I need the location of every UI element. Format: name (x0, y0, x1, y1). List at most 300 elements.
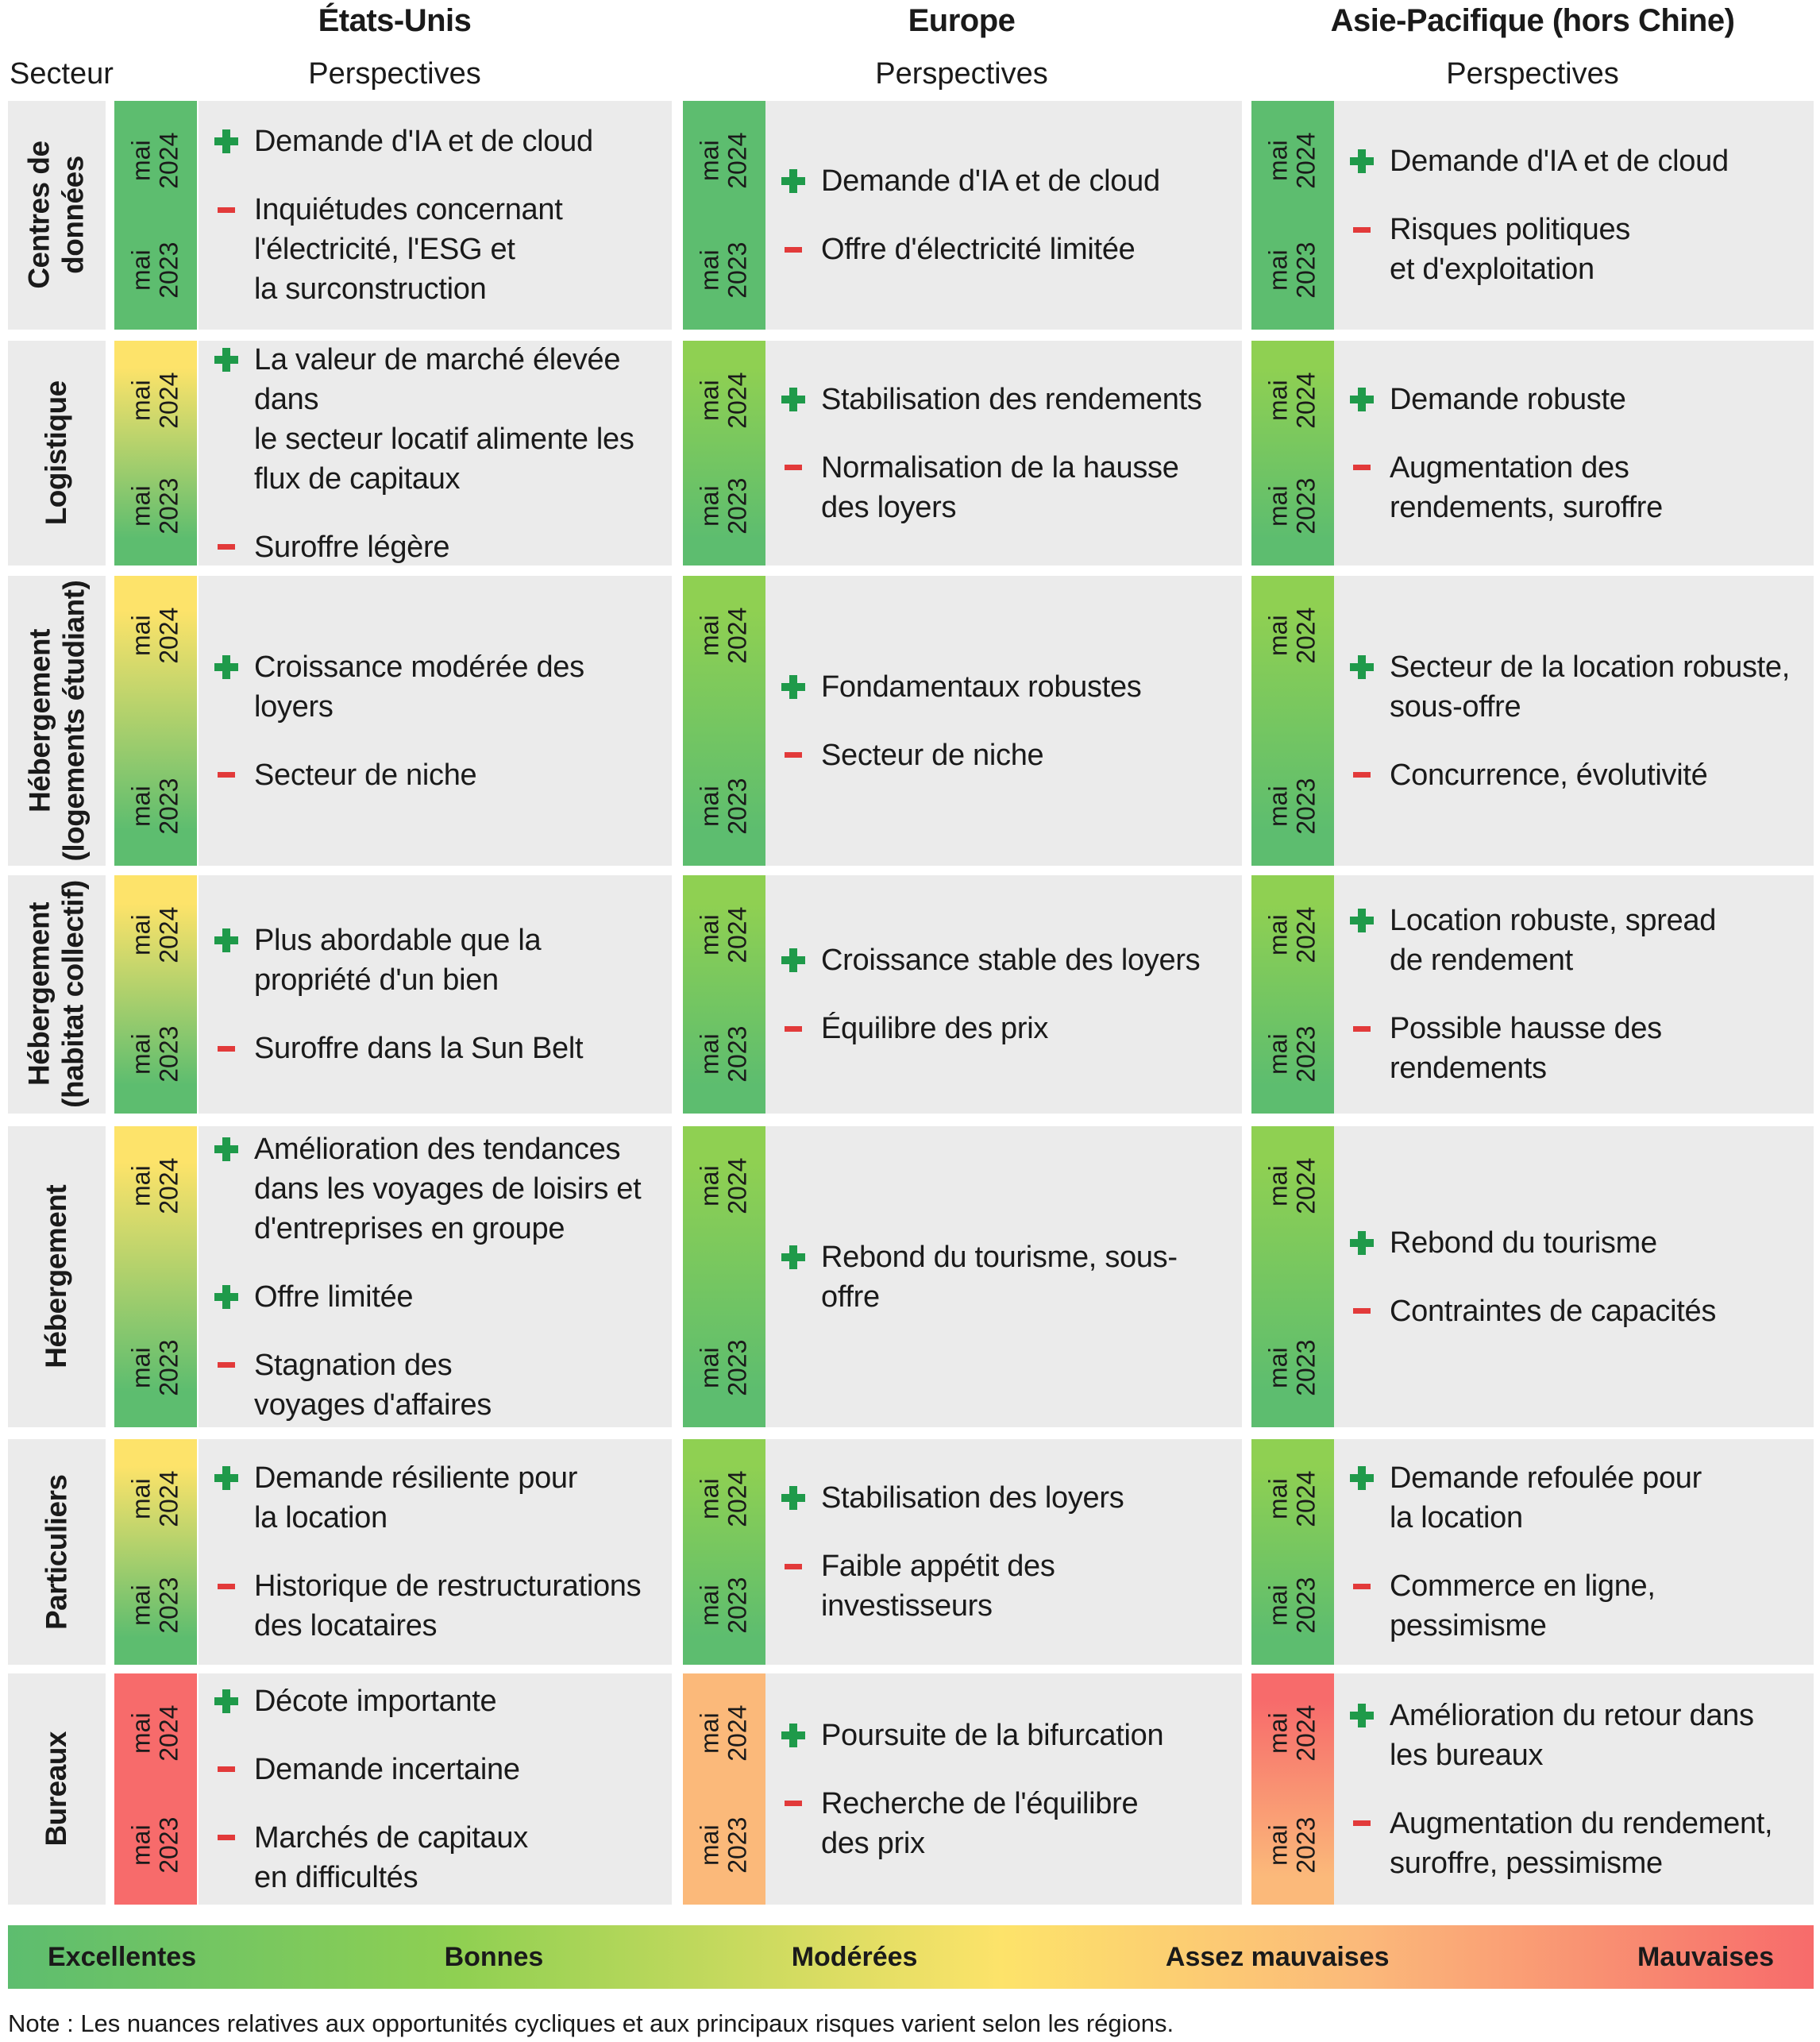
outlook-cell (1334, 1673, 1814, 1905)
outlook-cell (765, 341, 1242, 566)
month-label: mai (695, 1712, 724, 1754)
sector-name: Centres de données (22, 141, 90, 290)
rating-gradient (683, 1673, 765, 1905)
rating-gradient (683, 1126, 765, 1427)
year-label-2023 (114, 1546, 197, 1665)
year-label-2024 (683, 101, 765, 220)
plus-icon (781, 1716, 821, 1755)
year-value: 2023 (1292, 1577, 1321, 1634)
month-label: mai (126, 249, 156, 291)
minus-icon (1350, 1291, 1390, 1331)
year-label-2023 (1251, 1785, 1334, 1905)
plus-icon (214, 1681, 254, 1721)
year-value: 2024 (155, 372, 183, 429)
year-label-2023 (683, 210, 765, 330)
item-text: Amélioration des tendances dans les voyages de loisirs et d'entreprises en groupe (254, 1132, 642, 1245)
rating-gradient (114, 1126, 197, 1427)
month-label: mai (126, 914, 156, 955)
sector-label-cell (8, 1126, 106, 1427)
outlook-cell (199, 576, 672, 866)
outlook-cell (199, 1673, 672, 1905)
sector-row-hebergement-habitat-collectif (0, 875, 1820, 1114)
opportunity-item (1350, 1223, 1806, 1263)
sector-name: Bureaux (40, 1731, 73, 1847)
month-label: mai (695, 140, 724, 181)
item-text: Historique de restructurations des locataires (254, 1569, 642, 1642)
item-text: Augmentation des rendements, suroffre (1390, 450, 1663, 524)
year-label-2024 (114, 576, 197, 695)
year-label-2023 (114, 747, 197, 866)
outlook-cell (765, 1439, 1242, 1665)
month-label: mai (126, 1478, 156, 1519)
year-value: 2023 (1292, 477, 1321, 535)
item-text: La valeur de marché élevée dans le secteur locatif alimente les flux de capitaux (254, 342, 634, 496)
rating-gradient (683, 101, 765, 330)
month-label: mai (1263, 380, 1293, 421)
item-text: Décote importante (254, 1684, 497, 1718)
year-label-2023 (1251, 446, 1334, 566)
year-label-2023 (1251, 994, 1334, 1114)
outlook-cell (765, 1673, 1242, 1905)
year-label-2023 (114, 1308, 197, 1427)
year-label-2024 (114, 341, 197, 460)
plus-icon (781, 667, 821, 707)
item-text: Inquiétudes concernant l'électricité, l'ESG et la surconstruction (254, 193, 563, 306)
year-label-2023 (114, 446, 197, 566)
rating-gradient (114, 101, 197, 330)
month-label: mai (1263, 1478, 1293, 1519)
year-value: 2024 (723, 132, 752, 189)
item-text: Contraintes de capacités (1390, 1294, 1717, 1328)
year-label-2024 (114, 1126, 197, 1245)
item-text: Offre d'électricité limitée (821, 233, 1136, 266)
year-label-2023 (1251, 747, 1334, 866)
year-label-2024 (1251, 1126, 1334, 1245)
item-text: Normalisation de la hausse des loyers (821, 450, 1179, 524)
outlook-cell (1334, 1126, 1814, 1427)
minus-icon (1350, 1566, 1390, 1606)
risk-item (781, 1546, 1234, 1626)
region-title-apac: Asie-Pacifique (hors Chine) (1330, 3, 1735, 38)
opportunity-item (1350, 647, 1806, 727)
risk-item (1350, 210, 1806, 289)
month-label: mai (695, 914, 724, 955)
minus-icon (214, 1566, 254, 1606)
year-value: 2024 (1292, 1157, 1321, 1214)
opportunity-item (781, 1716, 1234, 1755)
item-text: Rebond du tourisme (1390, 1226, 1657, 1260)
plus-icon (214, 1458, 254, 1498)
sector-label-cell (8, 101, 106, 330)
plus-icon (1350, 901, 1390, 940)
outlook-cell (765, 875, 1242, 1114)
opportunity-item (1350, 901, 1806, 980)
year-label-2024 (1251, 875, 1334, 994)
month-label: mai (695, 1824, 724, 1866)
opportunity-item (781, 161, 1234, 201)
item-text: Recherche de l'équilibre des prix (821, 1786, 1139, 1860)
year-label-2024 (114, 1673, 197, 1793)
opportunity-item (214, 647, 664, 727)
year-label-2023 (683, 1785, 765, 1905)
month-label: mai (126, 1712, 156, 1754)
item-text: Poursuite de la bifurcation (821, 1718, 1164, 1752)
rating-gradient (114, 1673, 197, 1905)
risk-item (781, 448, 1234, 527)
item-text: Demande d'IA et de cloud (1390, 145, 1729, 178)
sector-row-bureaux (0, 1673, 1820, 1905)
year-value: 2024 (1292, 607, 1321, 664)
plus-icon (781, 1478, 821, 1518)
year-label-2024 (1251, 1439, 1334, 1558)
risk-item (214, 755, 664, 795)
opportunity-item (214, 1681, 664, 1721)
year-value: 2024 (155, 906, 183, 963)
opportunity-item (214, 1458, 664, 1538)
minus-icon (214, 527, 254, 567)
opportunity-item (1350, 380, 1806, 419)
minus-icon (781, 448, 821, 488)
risk-item (214, 527, 664, 567)
risk-item (1350, 1009, 1806, 1088)
region-subheader-us: Perspectives (308, 57, 481, 91)
month-label: mai (695, 786, 724, 827)
outlook-cell (765, 1126, 1242, 1427)
month-label: mai (1263, 914, 1293, 955)
item-text: Stabilisation des rendements (821, 382, 1202, 416)
minus-icon (214, 1750, 254, 1789)
item-text: Croissance stable des loyers (821, 944, 1201, 977)
month-label: mai (1263, 786, 1293, 827)
rating-gradient (1251, 341, 1334, 566)
opportunity-item (1350, 141, 1806, 181)
year-value: 2023 (723, 778, 752, 835)
rating-gradient (1251, 1439, 1334, 1665)
item-text: Demande d'IA et de cloud (821, 164, 1160, 198)
rating-gradient (114, 875, 197, 1114)
year-value: 2023 (723, 477, 752, 535)
legend-gradient-bar (8, 1925, 1814, 1989)
month-label: mai (1263, 615, 1293, 656)
outlook-cell (1334, 576, 1814, 866)
minus-icon (214, 755, 254, 795)
risk-item (781, 1784, 1234, 1863)
rating-gradient (114, 576, 197, 866)
minus-icon (781, 1546, 821, 1586)
year-label-2023 (683, 1308, 765, 1427)
legend-label-assez-mauvaises: Assez mauvaises (1165, 1941, 1390, 1972)
minus-icon (781, 735, 821, 775)
plus-icon (214, 1129, 254, 1169)
year-label-2024 (1251, 101, 1334, 220)
sector-row-centres-de-donnees (0, 101, 1820, 330)
plus-icon (781, 161, 821, 201)
item-text: Suroffre légère (254, 530, 450, 564)
item-text: Demande résiliente pour la location (254, 1461, 578, 1534)
year-value: 2023 (723, 241, 752, 299)
rating-gradient (683, 341, 765, 566)
month-label: mai (126, 1347, 156, 1388)
opportunity-item (214, 340, 664, 499)
risk-item (781, 230, 1234, 269)
plus-icon (1350, 1458, 1390, 1498)
year-value: 2023 (155, 1339, 183, 1396)
year-value: 2024 (155, 607, 183, 664)
item-text: Commerce en ligne, pessimisme (1390, 1569, 1656, 1642)
plus-icon (781, 940, 821, 980)
rating-gradient (114, 1439, 197, 1665)
month-label: mai (126, 1165, 156, 1206)
outlook-cell (1334, 341, 1814, 566)
item-text: Concurrence, évolutivité (1390, 758, 1708, 792)
item-text: Fondamentaux robustes (821, 670, 1142, 704)
year-value: 2023 (723, 1577, 752, 1634)
item-text: Demande refoulée pour la location (1390, 1461, 1702, 1534)
year-value: 2024 (155, 132, 183, 189)
year-label-2023 (1251, 210, 1334, 330)
plus-icon (214, 1277, 254, 1317)
opportunity-item (214, 921, 664, 1000)
item-text: Amélioration du retour dans les bureaux (1390, 1698, 1754, 1772)
outlook-cell (765, 101, 1242, 330)
outlook-cell (199, 101, 672, 330)
year-label-2023 (1251, 1308, 1334, 1427)
item-text: Stabilisation des loyers (821, 1481, 1124, 1515)
plus-icon (1350, 141, 1390, 181)
risk-item (1350, 1566, 1806, 1646)
plus-icon (214, 647, 254, 687)
month-label: mai (126, 380, 156, 421)
year-label-2024 (114, 875, 197, 994)
month-label: mai (126, 1585, 156, 1626)
sector-row-hebergement (0, 1126, 1820, 1427)
month-label: mai (1263, 485, 1293, 527)
plus-icon (214, 921, 254, 960)
opportunity-item (214, 1129, 664, 1249)
risk-item (214, 1750, 664, 1789)
sector-name: Hébergement (logements étudiant) (22, 580, 90, 862)
sector-row-particuliers (0, 1439, 1820, 1665)
item-text: Demande robuste (1390, 382, 1626, 416)
legend-label-mauvaises: Mauvaises (1637, 1941, 1774, 1972)
opportunity-item (781, 1478, 1234, 1518)
year-label-2023 (114, 994, 197, 1114)
year-label-2023 (114, 210, 197, 330)
month-label: mai (126, 786, 156, 827)
minus-icon (1350, 755, 1390, 795)
opportunity-item (214, 1277, 664, 1317)
month-label: mai (695, 485, 724, 527)
year-value: 2024 (155, 1470, 183, 1527)
item-text: Suroffre dans la Sun Belt (254, 1032, 584, 1065)
year-value: 2024 (723, 1470, 752, 1527)
year-value: 2023 (1292, 778, 1321, 835)
rating-gradient (1251, 1673, 1334, 1905)
outlook-cell (765, 576, 1242, 866)
year-label-2024 (1251, 1673, 1334, 1793)
item-text: Secteur de niche (254, 758, 477, 792)
year-label-2024 (1251, 576, 1334, 695)
legend-label-bonnes: Bonnes (444, 1941, 544, 1972)
minus-icon (781, 1009, 821, 1048)
item-text: Croissance modérée des loyers (254, 650, 584, 724)
outlook-cell (199, 1439, 672, 1665)
rating-gradient (1251, 1126, 1334, 1427)
year-label-2024 (683, 875, 765, 994)
plus-icon (1350, 380, 1390, 419)
risk-item (214, 1345, 664, 1425)
item-text: Faible appétit des investisseurs (821, 1550, 1055, 1623)
month-label: mai (126, 615, 156, 656)
year-label-2023 (683, 446, 765, 566)
year-value: 2024 (155, 1157, 183, 1214)
risk-item (214, 1029, 664, 1068)
month-label: mai (1263, 140, 1293, 181)
month-label: mai (695, 1165, 724, 1206)
month-label: mai (1263, 1824, 1293, 1866)
rating-gradient (1251, 101, 1334, 330)
risk-item (1350, 1291, 1806, 1331)
item-text: Augmentation du rendement, suroffre, pessimisme (1390, 1806, 1773, 1880)
year-label-2023 (114, 1785, 197, 1905)
minus-icon (1350, 210, 1390, 249)
year-value: 2024 (723, 1704, 752, 1762)
year-value: 2023 (1292, 241, 1321, 299)
item-text: Demande incertaine (254, 1752, 520, 1786)
rating-gradient (683, 1439, 765, 1665)
risk-item (214, 190, 664, 309)
sector-name: Hébergement (habitat collectif) (22, 880, 90, 1109)
year-value: 2023 (723, 1816, 752, 1874)
month-label: mai (695, 1033, 724, 1075)
year-label-2023 (683, 994, 765, 1114)
year-label-2024 (683, 1439, 765, 1558)
plus-icon (1350, 647, 1390, 687)
month-label: mai (695, 1347, 724, 1388)
sector-label-cell (8, 1439, 106, 1665)
month-label: mai (1263, 1347, 1293, 1388)
month-label: mai (695, 249, 724, 291)
year-label-2024 (114, 101, 197, 220)
year-value: 2024 (723, 1157, 752, 1214)
risk-item (781, 735, 1234, 775)
year-label-2023 (1251, 1546, 1334, 1665)
year-label-2024 (683, 341, 765, 460)
region-title-europe: Europe (908, 3, 1016, 38)
sector-label-cell (8, 576, 106, 866)
minus-icon (214, 190, 254, 230)
item-text: Demande d'IA et de cloud (254, 125, 593, 158)
month-label: mai (126, 485, 156, 527)
month-label: mai (695, 1585, 724, 1626)
minus-icon (1350, 1009, 1390, 1048)
risk-item (214, 1566, 664, 1646)
year-label-2023 (683, 1546, 765, 1665)
minus-icon (214, 1029, 254, 1068)
plus-icon (214, 340, 254, 380)
minus-icon (214, 1345, 254, 1385)
minus-icon (781, 1784, 821, 1824)
region-subheader-europe: Perspectives (875, 57, 1048, 91)
year-label-2024 (683, 1126, 765, 1245)
year-label-2024 (683, 576, 765, 695)
year-value: 2023 (155, 241, 183, 299)
year-value: 2024 (1292, 372, 1321, 429)
sector-label-cell (8, 341, 106, 566)
year-value: 2023 (1292, 1816, 1321, 1874)
opportunity-item (781, 1237, 1234, 1317)
year-value: 2023 (1292, 1025, 1321, 1083)
sector-label-cell (8, 875, 106, 1114)
minus-icon (1350, 448, 1390, 488)
month-label: mai (695, 615, 724, 656)
month-label: mai (1263, 1585, 1293, 1626)
opportunity-item (214, 122, 664, 161)
opportunity-item (1350, 1696, 1806, 1775)
risk-item (214, 1818, 664, 1897)
year-value: 2024 (723, 607, 752, 664)
rating-gradient (683, 875, 765, 1114)
item-text: Marchés de capitaux en difficultés (254, 1820, 528, 1894)
year-label-2024 (114, 1439, 197, 1558)
item-text: Secteur de la location robuste, sous-offre (1390, 650, 1791, 724)
risk-item (1350, 755, 1806, 795)
year-value: 2023 (723, 1339, 752, 1396)
rating-gradient (114, 341, 197, 566)
sector-label-cell (8, 1673, 106, 1905)
sector-name: Particuliers (40, 1474, 73, 1630)
year-value: 2024 (723, 372, 752, 429)
month-label: mai (695, 1478, 724, 1519)
header-secteur: Secteur (10, 57, 114, 91)
month-label: mai (126, 1824, 156, 1866)
year-value: 2023 (155, 778, 183, 835)
year-value: 2024 (155, 1704, 183, 1762)
risk-item (1350, 1804, 1806, 1883)
opportunity-item (1350, 1458, 1806, 1538)
risk-item (1350, 448, 1806, 527)
plus-icon (1350, 1223, 1390, 1263)
plus-icon (781, 380, 821, 419)
region-subheader-apac: Perspectives (1446, 57, 1619, 91)
year-value: 2024 (1292, 906, 1321, 963)
item-text: Possible hausse des rendements (1390, 1012, 1662, 1085)
year-value: 2023 (155, 1025, 183, 1083)
rating-gradient (1251, 875, 1334, 1114)
rating-gradient (683, 576, 765, 866)
minus-icon (781, 230, 821, 269)
year-value: 2023 (723, 1025, 752, 1083)
outlook-cell (1334, 1439, 1814, 1665)
plus-icon (781, 1237, 821, 1277)
year-value: 2023 (155, 1577, 183, 1634)
legend-label-excellentes: Excellentes (48, 1941, 197, 1972)
item-text: Location robuste, spread de rendement (1390, 904, 1717, 977)
item-text: Risques politiques et d'exploitation (1390, 213, 1630, 286)
year-value: 2024 (1292, 1704, 1321, 1762)
year-value: 2024 (723, 906, 752, 963)
item-text: Plus abordable que la propriété d'un bien (254, 924, 542, 997)
risk-item (781, 1009, 1234, 1048)
month-label: mai (1263, 249, 1293, 291)
opportunity-item (781, 667, 1234, 707)
opportunity-item (781, 380, 1234, 419)
footnote: Note : Les nuances relatives aux opportunités cycliques et aux principaux risques varient selon les régions. (8, 2009, 1174, 2037)
region-title-us: États-Unis (318, 3, 472, 38)
rating-gradient (1251, 576, 1334, 866)
outlook-cell (1334, 875, 1814, 1114)
item-text: Rebond du tourisme, sous-offre (821, 1240, 1178, 1314)
